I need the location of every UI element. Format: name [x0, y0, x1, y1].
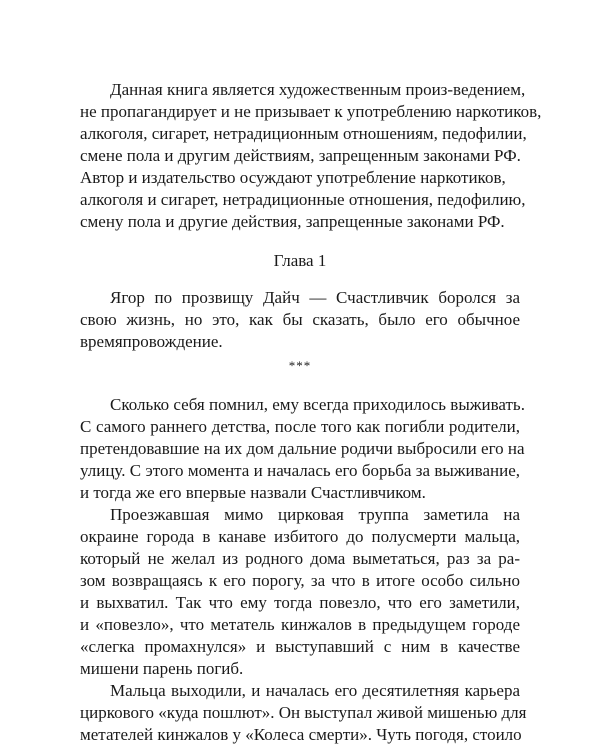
- body-line: «слегка промахнулся» и выступавший с ним в качестве: [80, 637, 520, 656]
- body-line: и «повезло», что метатель кинжалов в предыдущем городе: [80, 615, 520, 634]
- disclaimer-line: смене пола и другим действиям, запрещенным законами РФ.: [80, 146, 521, 165]
- chapter-body: [80, 394, 527, 746]
- disclaimer-line: Автор и издательство осуждают употребление наркотиков,: [80, 168, 506, 187]
- disclaimer-line: алкоголя и сигарет, нетрадиционные отношения, педофилию,: [80, 190, 526, 209]
- body-line: циркового «куда пошлют». Он выступал живой мишенью для: [80, 703, 527, 722]
- section-separator: ***: [288, 358, 312, 373]
- body-line: и тогда же его впервые назвали Счастливчиком.: [80, 483, 426, 502]
- intro-line: свою жизнь, но это, как бы сказать, было его обычное: [80, 310, 520, 329]
- disclaimer-line: Данная книга является художественным произ-ведением,: [110, 80, 526, 99]
- body-line: Мальца выходили, и началась его десятилетняя карьера: [110, 681, 520, 700]
- intro-line: Ягор по прозвищу Дайч — Счастливчик боролся за: [110, 288, 520, 307]
- body-line: С самого раннего детства, после того как погибли родители,: [80, 417, 520, 436]
- intro-line: времяпровождение.: [80, 332, 223, 351]
- chapter-intro: [80, 287, 520, 353]
- body-line: Сколько себя помнил, ему всегда приходилось выживать.: [110, 395, 525, 414]
- body-line: который не желал из родного дома выметаться, раз за ра-: [80, 549, 520, 568]
- body-line: претендовавшие на их дом дальние родичи выбросили его на: [80, 439, 525, 458]
- body-line: и выхватил. Так что ему тогда повезло, что его заметили,: [80, 593, 520, 612]
- body-line: мишени парень погиб.: [80, 659, 244, 678]
- body-line: Проезжавшая мимо цирковая труппа заметила на: [110, 505, 520, 524]
- disclaimer-line: смену пола и другие действия, запрещенные законами РФ.: [80, 212, 505, 231]
- body-line: зом возвращаясь к его порогу, за что в итоге особо сильно: [80, 571, 520, 590]
- body-line: окраине города в канаве избитого до полусмерти мальца,: [80, 527, 520, 546]
- body-line: улицу. С этого момента и началась его борьба за выживание,: [80, 461, 520, 480]
- chapter-title: Глава 1: [273, 251, 327, 270]
- disclaimer-line: не пропагандирует и не призывает к употреблению наркотиков,: [80, 102, 542, 121]
- body-line: метателей кинжалов у «Колеса смерти». Чуть погодя, стоило: [80, 725, 522, 744]
- disclaimer-line: алкоголя, сигарет, нетрадиционным отношениям, педофилии,: [80, 124, 527, 143]
- legal-disclaimer: [80, 79, 542, 233]
